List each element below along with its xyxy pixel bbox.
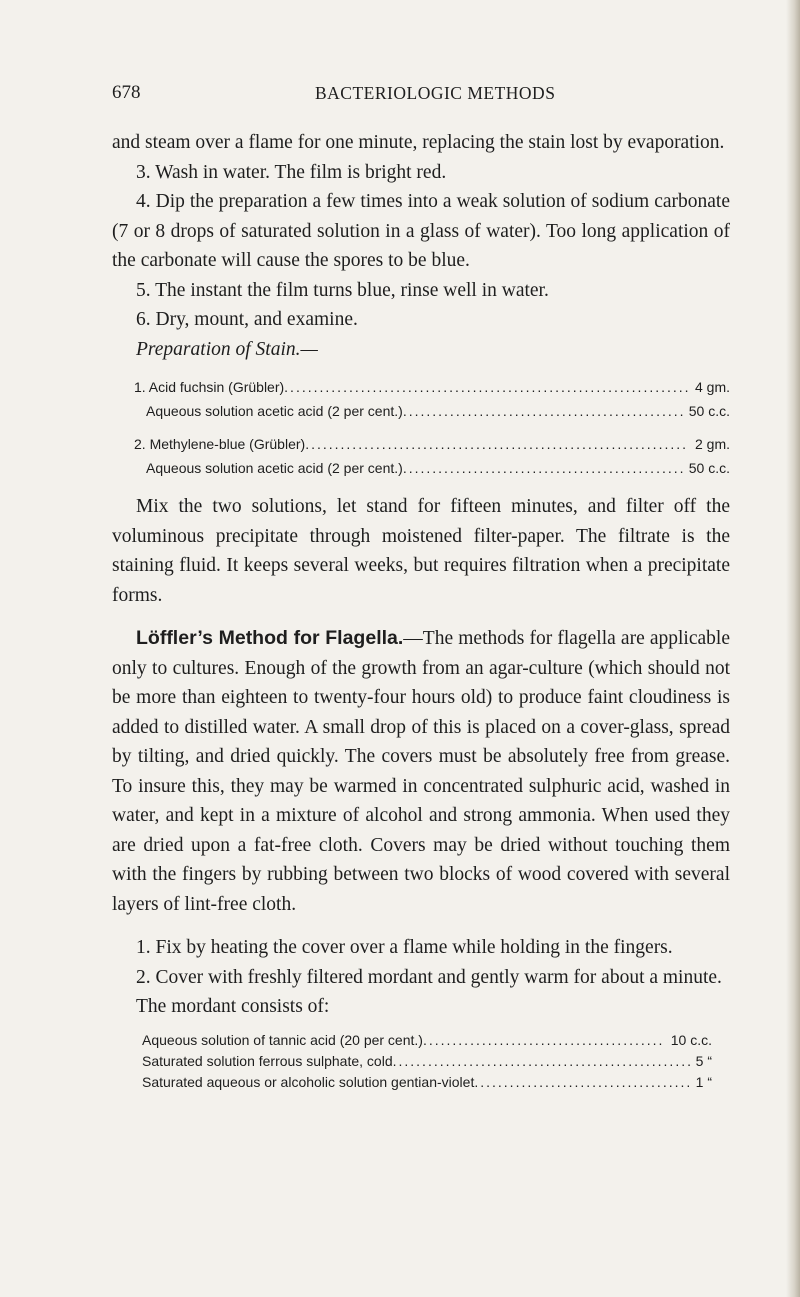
formula-row (134, 432, 730, 456)
formula-quantity: 50 c.c. (688, 460, 730, 476)
spore-step-continuation: and steam over a flame for one minute, replacing the stain lost by evaporation. (112, 132, 725, 153)
formula-row (134, 456, 730, 480)
leader-dots (403, 456, 683, 480)
flagella-step-1: 1. Fix by heating the cover over a flame while holding in the fingers. (136, 937, 673, 958)
spore-step-5: 5. The instant the film turns blue, rinse well in water. (136, 279, 549, 301)
spore-step-3: 3. Wash in water. The film is bright red. (136, 161, 447, 183)
flagella-step-2: 2. Cover with freshly filtered mordant and gently warm for about a minute. (136, 966, 722, 988)
stain-formula-item (134, 375, 730, 423)
leader-dots (474, 1072, 689, 1093)
formula-quantity: 4 gm. (694, 379, 730, 395)
stain-formula-item (134, 432, 730, 480)
flagella-paragraph (112, 624, 730, 919)
leader-dots (284, 375, 689, 399)
flagella-text: —The methods for flagella are applicable only to cultures. Enough of the growth from an agar-culture (which should not be more than eighteen to twenty-four hours old) to produce faint cloudiness is added to distilled water. A small drop of this is placed on a cover-glass, spread by tilting, and dried quickly. The covers must be absolutely free from grease. To insure this, they may be warmed in concentrated sulphuric acid, washed in water, and kept in a mixture of alcohol and strong ammonia. When used they are dried upon a fat-free cloth. Covers may be dried without touching them with the fingers by rubbing between two blocks of wood covered with several layers of lint-free cloth. (112, 628, 730, 915)
book-page (112, 82, 730, 1093)
running-head: BACTERIOLOGIC METHODS (315, 83, 556, 103)
mordant-list (142, 1030, 712, 1093)
leader-dots (423, 1030, 665, 1051)
formula-row (134, 375, 730, 399)
section-title: Löffler’s Method for Flagella. (136, 627, 404, 649)
mordant-row (142, 1030, 712, 1051)
mordant-ingredient: Aqueous solution of tannic acid (20 per cent.) (142, 1031, 423, 1048)
mix-paragraph: Mix the two solutions, let stand for fifteen minutes, and filter off the voluminous precipitate through moistened filter-paper. The filtrate is the staining fluid. It keeps several weeks, but requires filtration when a precipitate forms. (112, 496, 730, 606)
leader-dots (403, 399, 683, 423)
preparation-heading: Preparation of Stain.— (136, 338, 318, 360)
mordant-intro: The mordant consists of: (136, 996, 330, 1017)
mordant-quantity: 1 “ (695, 1073, 712, 1090)
formula-quantity: 50 c.c. (688, 403, 730, 419)
mordant-quantity: 10 c.c. (670, 1031, 712, 1048)
page-edge-shadow (786, 0, 800, 1297)
mordant-ingredient: Saturated aqueous or alcoholic solution gentian-violet (142, 1073, 475, 1090)
stain-formula-list (134, 375, 730, 480)
spore-step-6: 6. Dry, mount, and examine. (136, 309, 358, 330)
spore-step-4: 4. Dip the preparation a few times into a weak solution of sodium carbonate (7 or 8 drops of saturated solution in a glass of water). Too long application of the carbonate will cause the spores to be blue. (112, 191, 730, 271)
mordant-row (142, 1072, 712, 1093)
formula-ingredient: 2. Methylene-blue (Grübler) (134, 436, 306, 452)
leader-dots (305, 432, 689, 456)
mordant-ingredient: Saturated solution ferrous sulphate, cold (142, 1052, 393, 1069)
page-body (112, 128, 730, 1093)
page-header (112, 82, 730, 116)
formula-ingredient: 1. Acid fuchsin (Grübler) (134, 379, 285, 395)
formula-row (134, 399, 730, 423)
formula-ingredient: Aqueous solution acetic acid (2 per cent.) (146, 403, 403, 419)
leader-dots (393, 1051, 690, 1072)
mordant-quantity: 5 “ (695, 1052, 712, 1069)
formula-ingredient: Aqueous solution acetic acid (2 per cent.) (146, 460, 403, 476)
mordant-row (142, 1051, 712, 1072)
formula-quantity: 2 gm. (694, 436, 730, 452)
page-number: 678 (112, 82, 141, 103)
